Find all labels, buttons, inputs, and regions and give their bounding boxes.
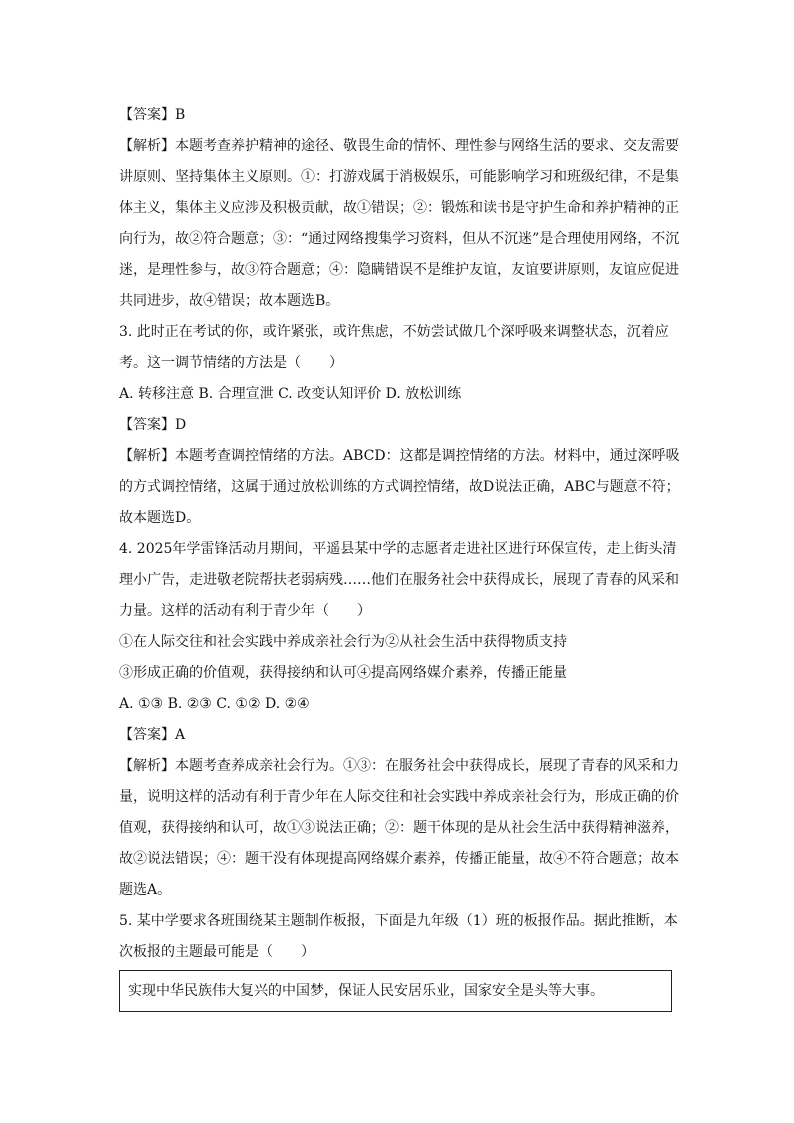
- answer-label-q2: 【答案】B: [119, 107, 186, 123]
- question-4-line-1: 4. 2025年学雷锋活动月期间，平遥县某中学的志愿者走进社区进行环保宣传，走上街头清: [119, 541, 677, 557]
- analysis-q2-line-4: 向行为，故②符合题意；③：“通过网络搜集学习资料，但从不沉迷”是合理使用网络，不沉: [119, 231, 680, 247]
- question-4-statements-2: ③形成正确的价值观，获得接纳和认可④提高网络媒介素养，传播正能量: [119, 665, 567, 681]
- analysis-q4-line-5: 题选A。: [119, 882, 172, 898]
- analysis-q2-line-5: 迷，是理性参与，故③符合题意；④：隐瞒错误不是维护友谊，友谊要讲原则，友谊应促进: [119, 262, 679, 278]
- analysis-q2-line-2: 讲原则、坚持集体主义原则。①：打游戏属于消极娱乐，可能影响学习和班级纪律，不是集: [119, 169, 679, 185]
- question-3-line-2: 考。这一调节情绪的方法是（ ）: [119, 355, 343, 371]
- question-5-line-1: 5. 某中学要求各班围绕某主题制作板报，下面是九年级（1）班的板报作品。据此推断，本: [119, 913, 678, 929]
- analysis-q2-line-3: 体主义，集体主义应涉及积极贡献，故①错误；②：锻炼和读书是守护生命和养护精神的正: [119, 200, 679, 216]
- question-5-line-2: 次板报的主题最可能是（ ）: [119, 944, 315, 960]
- analysis-q2-line-6: 共同进步，故④错误；故本题选B。: [119, 293, 340, 309]
- analysis-q4-line-2: 量，说明这样的活动有利于青少年在人际交往和社会实践中养成亲社会行为，形成正确的价: [119, 789, 679, 805]
- question-4-line-2: 理小广告，走进敬老院帮扶老弱病残……他们在服务社会中获得成长，展现了青春的风采和: [119, 572, 679, 588]
- question-4-statements-1: ①在人际交往和社会实践中养成亲社会行为②从社会生活中获得物质支持: [119, 634, 567, 650]
- analysis-q4-line-1: 【解析】本题考查养成亲社会行为。①③：在服务社会中获得成长，展现了青春的风采和力: [119, 758, 679, 774]
- analysis-q3-line-1: 【解析】本题考查调控情绪的方法。ABCD：这都是调控情绪的方法。材料中，通过深呼吸: [119, 448, 680, 464]
- analysis-q4-line-3: 值观，获得接纳和认可，故①③说法正确；②：题干体现的是从社会生活中获得精神滋养，: [119, 820, 679, 836]
- question-4-options: A. ①③ B. ②③ C. ①② D. ②④: [119, 696, 310, 712]
- analysis-q3-line-2: 的方式调控情绪，这属于通过放松训练的方式调控情绪，故D说法正确，ABC与题意不符；: [119, 479, 680, 495]
- question-3-line-1: 3. 此时正在考试的你，或许紧张，或许焦虑，不妨尝试做几个深呼吸来调整状态，沉着应: [119, 324, 669, 340]
- analysis-q2-line-1: 【解析】本题考查养护精神的途径、敬畏生命的情怀、理性参与网络生活的要求、交友需要: [119, 138, 679, 154]
- question-4-line-3: 力量。这样的活动有利于青少年（ ）: [119, 603, 371, 619]
- question-3-options: A. 转移注意 B. 合理宣泄 C. 改变认知评价 D. 放松训练: [119, 386, 462, 402]
- analysis-q4-line-4: 故②说法错误；④：题干没有体现提高网络媒介素养，传播正能量，故④不符合题意；故本: [119, 851, 679, 867]
- analysis-q3-line-3: 故本题选D。: [119, 510, 201, 526]
- blackboard-newspaper-box: 实现中华民族伟大复兴的中国梦，保证人民安居乐业，国家安全是头等大事。: [119, 970, 672, 1012]
- document-body: [119, 100, 679, 1012]
- answer-label-q3: 【答案】D: [119, 417, 187, 433]
- answer-label-q4: 【答案】A: [119, 727, 186, 743]
